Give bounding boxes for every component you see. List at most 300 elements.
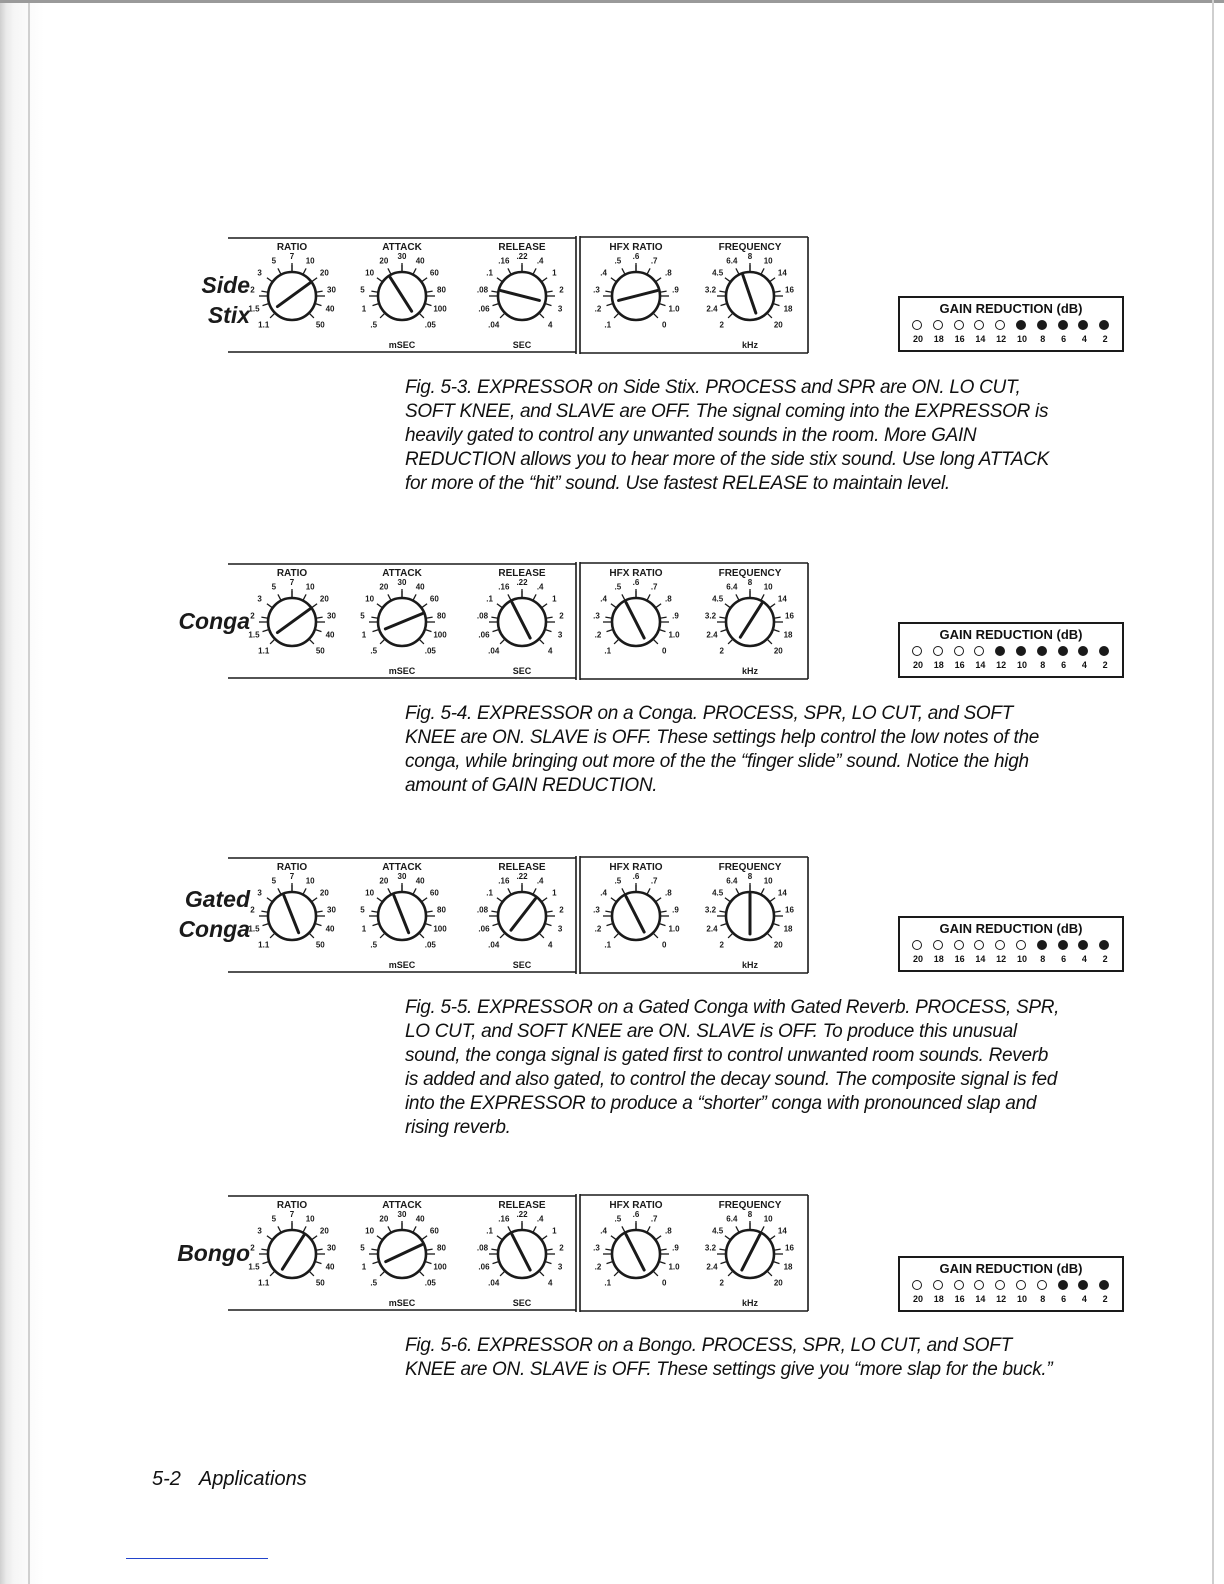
- knob-scale-label: 10: [305, 876, 315, 886]
- knob-tick: [542, 898, 547, 902]
- knob-unit-label: kHz: [741, 666, 759, 676]
- gain-reduction-led: [1078, 940, 1088, 950]
- knob-unit-label: SEC: [512, 960, 532, 970]
- gain-reduction-led: [1099, 646, 1109, 656]
- knob-tick: [422, 898, 427, 902]
- knob-tick: [312, 604, 317, 608]
- knob-tick: [508, 268, 511, 273]
- knob-tick: [310, 640, 314, 644]
- knob-scale-label: 6.4: [726, 582, 738, 592]
- knob-scale-label: .2: [594, 304, 602, 314]
- knob-unit-label: mSEC: [388, 340, 416, 350]
- gain-reduction-scale-label: 20: [912, 1294, 923, 1304]
- knob-tick: [611, 278, 616, 282]
- knob-scale-label: .1: [604, 320, 612, 330]
- knob-tick: [775, 911, 781, 912]
- knob-tick: [270, 640, 274, 644]
- knob-scale-label: 16: [785, 611, 794, 621]
- knob-scale-label: .4: [600, 594, 607, 604]
- page-number: 5-2: [152, 1468, 181, 1490]
- gain-reduction-led: [912, 646, 922, 656]
- knob-title: ATTACK: [382, 568, 422, 579]
- knob-tick: [656, 1236, 661, 1240]
- knob-scale-label: 10: [763, 256, 773, 266]
- knob-scale-label: .4: [536, 582, 544, 592]
- knob-scale-label: 100: [433, 924, 447, 934]
- knob-hfx-ratio: [593, 568, 680, 655]
- gain-reduction-led: [933, 646, 943, 656]
- knob-scale-label: 2: [250, 285, 255, 295]
- figure-caption: [405, 996, 1125, 1140]
- knob-tick: [497, 898, 502, 902]
- knob-scale-label: 1: [552, 888, 557, 898]
- knob-scale-label: 2: [250, 611, 255, 621]
- caption-line: conga, while bringing out more of the the “finger slide” sound. Notice the high: [405, 751, 1029, 772]
- knob-scale-label: .05: [424, 320, 436, 330]
- knob-tick: [768, 934, 772, 938]
- knob-scale-label: 3: [257, 594, 262, 604]
- knob-tick: [427, 1249, 433, 1250]
- knob-scale-label: .7: [650, 1214, 658, 1224]
- knob-scale-label: 1.1: [258, 1278, 270, 1288]
- gain-reduction-scale-label: 16: [954, 660, 965, 670]
- knob-scale-label: .1: [604, 1278, 612, 1288]
- knob-scale-label: 60: [429, 594, 439, 604]
- gain-reduction-scale-label: 18: [933, 1294, 944, 1304]
- knob-tick: [261, 291, 267, 292]
- knob-tick: [427, 291, 433, 292]
- gain-reduction-led: [995, 320, 1005, 330]
- knob-tick: [422, 1236, 427, 1240]
- knob-scale-label: 50: [315, 646, 325, 656]
- knob-tick: [508, 1226, 511, 1231]
- knob-tick: [261, 911, 267, 912]
- panel-drawing: [228, 856, 886, 974]
- knob-scale-label: 20: [319, 594, 329, 604]
- knob-scale-label: .5: [614, 1214, 622, 1224]
- knob-scale-label: 4: [548, 940, 553, 950]
- gain-reduction-meter: [898, 1256, 1124, 1312]
- knob-tick: [607, 924, 613, 926]
- knob-scale-label: 10: [305, 1214, 315, 1224]
- gain-reduction-scale-label: 16: [954, 1294, 965, 1304]
- gain-reduction-meter: [898, 622, 1124, 678]
- bottom-rule: [126, 1558, 268, 1559]
- knob-scale-label: .06: [478, 304, 490, 314]
- knob-tick: [774, 630, 780, 632]
- knob-scale-label: 2: [250, 1243, 255, 1253]
- knob-frequency: [705, 568, 795, 676]
- knob-tick: [316, 1262, 322, 1264]
- knob-scale-label: 10: [365, 1226, 375, 1236]
- knob-tick: [427, 911, 433, 912]
- knob-tick: [605, 1249, 611, 1250]
- gain-reduction-led: [933, 1280, 943, 1290]
- gain-reduction-led: [974, 646, 984, 656]
- gain-reduction-scale-label: 4: [1081, 954, 1087, 964]
- gain-reduction-led: [1099, 940, 1109, 950]
- knob-tick: [263, 924, 269, 926]
- knob-attack: [360, 1200, 447, 1308]
- knob-scale-label: .6: [632, 1210, 640, 1219]
- knob-scale-label: 1.1: [258, 940, 270, 950]
- knob-tick: [761, 888, 764, 893]
- knob-scale-label: 2: [559, 1243, 564, 1253]
- knob-tick: [422, 604, 427, 608]
- knob-tick: [719, 291, 725, 292]
- knob-tick: [736, 888, 739, 893]
- knob-scale-label: 8: [747, 1210, 753, 1219]
- gain-reduction-led: [1037, 1280, 1047, 1290]
- scan-top-edge: [0, 0, 1224, 3]
- page-footer: [152, 1468, 307, 1491]
- knob-scale-label: .6: [632, 578, 640, 587]
- knob-scale-label: .06: [478, 630, 490, 640]
- knob-scale-label: .9: [672, 905, 679, 915]
- knob-scale-label: .16: [498, 876, 510, 886]
- knob-tick: [546, 924, 552, 926]
- knob-tick: [380, 1272, 384, 1276]
- knob-tick: [316, 630, 322, 632]
- knob-scale-label: 1: [552, 1226, 557, 1236]
- knob-tick: [774, 924, 780, 926]
- knob-tick: [540, 1272, 544, 1276]
- knob-tick: [622, 268, 625, 273]
- knob-scale-label: .7: [650, 256, 658, 266]
- knob-tick: [656, 604, 661, 608]
- knob-scale-label: 80: [437, 905, 446, 915]
- knob-tick: [413, 594, 416, 599]
- knob-tick: [533, 888, 536, 893]
- knob-scale-label: 3.2: [704, 611, 717, 621]
- knob-scale-label: 3: [557, 630, 563, 640]
- knob-tick: [388, 268, 391, 273]
- caption-line: into the EXPRESSOR to produce a “shorter” conga with pronounced slap and: [405, 1093, 1037, 1114]
- gain-reduction-title: GAIN REDUCTION (dB): [939, 301, 1083, 316]
- knob-tick: [622, 594, 625, 599]
- knob-tick: [413, 888, 416, 893]
- knob-scale-label: 14: [777, 268, 787, 278]
- gain-reduction-led: [1058, 940, 1068, 950]
- knob-tick: [493, 1262, 499, 1264]
- knob-scale-label: 18: [783, 924, 793, 934]
- caption-line: Fig. 5-6. EXPRESSOR on a Bongo. PROCESS, SPR, LO CUT, and SOFT: [405, 1335, 1012, 1356]
- gain-reduction-led: [1016, 1280, 1026, 1290]
- knob-scale-label: .5: [370, 320, 378, 330]
- knob-scale-label: 6.4: [726, 876, 738, 886]
- knob-unit-label: SEC: [512, 666, 532, 676]
- knob-scale-label: .9: [672, 611, 679, 621]
- gain-reduction-scale-label: 20: [912, 660, 923, 670]
- knob-tick: [542, 1236, 547, 1240]
- knob-scale-label: .8: [665, 268, 672, 278]
- knob-scale-label: 8: [747, 252, 753, 261]
- gain-reduction-led: [912, 940, 922, 950]
- knob-frequency: [705, 242, 795, 350]
- knob-scale-label: 18: [783, 630, 793, 640]
- knob-tick: [654, 640, 658, 644]
- knob-tick: [761, 1226, 764, 1231]
- knob-scale-label: .04: [488, 320, 500, 330]
- knob-scale-label: 3.2: [704, 1243, 717, 1253]
- gain-reduction-led: [912, 320, 922, 330]
- gain-reduction-scale-label: 12: [996, 1294, 1007, 1304]
- knob-tick: [719, 911, 725, 912]
- knob-scale-label: 0: [662, 320, 667, 330]
- knob-tick: [661, 617, 667, 618]
- gain-reduction-scale-label: 18: [933, 334, 944, 344]
- knob-scale-label: .05: [424, 940, 436, 950]
- knob-scale-label: 1: [361, 924, 367, 934]
- gain-reduction-scale-label: 18: [933, 660, 944, 670]
- knob-tick: [660, 924, 666, 926]
- knob-tick: [388, 888, 391, 893]
- knob-hfx-ratio: [593, 862, 680, 949]
- gain-reduction-meter: [898, 916, 1124, 972]
- gain-reduction-scale-label: 14: [975, 334, 986, 344]
- knob-tick: [373, 304, 379, 306]
- knob-scale-label: 5: [271, 256, 277, 266]
- knob-scale-label: 20: [773, 1278, 783, 1288]
- knob-scale-label: 4.5: [712, 1226, 724, 1236]
- knob-tick: [614, 934, 618, 938]
- gain-reduction-scale: [908, 660, 1118, 672]
- gain-reduction-scale-label: 6: [1061, 1294, 1067, 1304]
- knob-scale-label: 8: [747, 872, 753, 881]
- gain-reduction-scale-label: 8: [1040, 1294, 1046, 1304]
- knob-tick: [775, 617, 781, 618]
- knob-tick: [605, 291, 611, 292]
- knob-scale-label: .04: [488, 646, 500, 656]
- figure-label-line: Conga: [178, 608, 250, 634]
- knob-scale-label: .1: [604, 646, 612, 656]
- knob-tick: [725, 278, 730, 282]
- knob-scale-label: 18: [783, 1262, 793, 1272]
- knob-scale-label: 5: [360, 905, 365, 915]
- knob-scale-label: .08: [476, 285, 489, 295]
- knob-tick: [312, 278, 317, 282]
- knob-tick: [719, 617, 725, 618]
- knob-scale-label: 10: [365, 594, 375, 604]
- gain-reduction-leds: [912, 940, 1112, 954]
- knob-scale-label: 50: [315, 320, 325, 330]
- knob-scale-label: 30: [397, 1210, 407, 1219]
- knob-scale-label: .22: [516, 578, 528, 587]
- knob-tick: [426, 924, 432, 926]
- knob-tick: [380, 934, 384, 938]
- figure-label-line: Side: [201, 272, 250, 298]
- knob-scale-label: 5: [271, 582, 277, 592]
- knob-scale-label: 30: [327, 905, 336, 915]
- knob-tick: [661, 911, 667, 912]
- knob-tick: [316, 304, 322, 306]
- knob-tick: [622, 888, 625, 893]
- knob-tick: [770, 604, 775, 608]
- knob-title: FREQUENCY: [718, 242, 782, 253]
- knob-scale-label: 3: [557, 924, 563, 934]
- knob-tick: [719, 1249, 725, 1250]
- knob-tick: [775, 291, 781, 292]
- caption-line: SOFT KNEE, and SLAVE are OFF. The signal coming into the EXPRESSOR is: [405, 401, 1049, 422]
- knob-tick: [661, 291, 667, 292]
- knob-tick: [770, 898, 775, 902]
- knob-scale-label: .22: [516, 252, 528, 261]
- knob-tick: [540, 640, 544, 644]
- knob-tick: [728, 1272, 732, 1276]
- knob-tick: [317, 291, 323, 292]
- knob-tick: [373, 924, 379, 926]
- caption-line: LO CUT, and SOFT KNEE are ON. SLAVE is OFF. To produce this unusual: [405, 1021, 1017, 1042]
- knob-tick: [497, 604, 502, 608]
- knob-scale-label: 40: [325, 304, 335, 314]
- knob-tick: [736, 1226, 739, 1231]
- knob-scale-label: 16: [785, 905, 794, 915]
- gain-reduction-led: [954, 320, 964, 330]
- knob-ratio: [248, 568, 336, 655]
- gain-reduction-scale-label: 12: [996, 660, 1007, 670]
- knob-scale-label: 1: [552, 594, 557, 604]
- knob-attack: [360, 862, 447, 970]
- knob-scale-label: 80: [437, 285, 446, 295]
- knob-scale-label: 2.4: [706, 1262, 718, 1272]
- knob-scale-label: .16: [498, 256, 510, 266]
- knob-scale-label: .7: [650, 582, 658, 592]
- gain-reduction-scale-label: 2: [1102, 334, 1108, 344]
- expressor-panel: [228, 236, 886, 354]
- knob-scale-label: 14: [777, 1226, 787, 1236]
- gain-reduction-led: [933, 320, 943, 330]
- knob-unit-label: kHz: [741, 340, 759, 350]
- knob-scale-label: 3.2: [704, 905, 717, 915]
- knob-scale-label: 8: [747, 578, 753, 587]
- knob-tick: [770, 278, 775, 282]
- knob-tick: [721, 630, 727, 632]
- knob-scale-label: .1: [486, 268, 493, 278]
- knob-scale-label: .2: [594, 1262, 602, 1272]
- knob-scale-label: 2: [719, 940, 724, 950]
- knob-scale-label: 30: [397, 252, 407, 261]
- knob-tick: [377, 1236, 382, 1240]
- gain-reduction-led: [1016, 940, 1026, 950]
- knob-scale-label: 100: [433, 1262, 447, 1272]
- gain-reduction-scale-label: 8: [1040, 660, 1046, 670]
- knob-scale-label: 5: [360, 1243, 365, 1253]
- knob-tick: [317, 911, 323, 912]
- knob-scale-label: 1: [361, 1262, 367, 1272]
- knob-tick: [728, 640, 732, 644]
- gain-reduction-led: [995, 1280, 1005, 1290]
- section-name: Applications: [198, 1468, 307, 1490]
- knob-scale-label: .4: [600, 268, 607, 278]
- gain-reduction-led: [1078, 646, 1088, 656]
- gain-reduction-scale-label: 18: [933, 954, 944, 964]
- gain-reduction-scale: [908, 954, 1118, 966]
- knob-tick: [491, 617, 497, 618]
- knob-tick: [607, 630, 613, 632]
- knob-title: RATIO: [276, 1200, 308, 1211]
- figure-label-line: Conga: [178, 916, 250, 942]
- knob-scale-label: .1: [604, 940, 612, 950]
- knob-tick: [493, 924, 499, 926]
- knob-title: RATIO: [276, 568, 308, 579]
- gain-reduction-scale-label: 14: [975, 1294, 986, 1304]
- knob-title: HFX RATIO: [609, 862, 663, 873]
- gain-reduction-scale-label: 16: [954, 954, 965, 964]
- knob-tick: [660, 1262, 666, 1264]
- knob-scale-label: 10: [763, 1214, 773, 1224]
- gain-reduction-led: [1037, 320, 1047, 330]
- knob-tick: [426, 304, 432, 306]
- knob-unit-label: mSEC: [388, 666, 416, 676]
- knob-tick: [303, 888, 306, 893]
- gain-reduction-scale-label: 10: [1016, 954, 1027, 964]
- gain-reduction-scale-label: 8: [1040, 954, 1046, 964]
- knob-scale-label: .1: [486, 594, 493, 604]
- knob-tick: [270, 1272, 274, 1276]
- knob-tick: [500, 314, 504, 318]
- knob-scale-label: 2: [559, 905, 564, 915]
- knob-scale-label: 3: [257, 268, 262, 278]
- knob-scale-label: 10: [763, 876, 773, 886]
- knob-tick: [270, 934, 274, 938]
- knob-scale-label: 40: [415, 1214, 425, 1224]
- knob-tick: [654, 1272, 658, 1276]
- knob-scale-label: 30: [327, 1243, 336, 1253]
- caption-line: sound, the conga signal is gated first to control unwanted room sounds. Reverb: [405, 1045, 1049, 1066]
- knob-tick: [497, 278, 502, 282]
- knob-tick: [373, 1262, 379, 1264]
- knob-scale-label: .16: [498, 1214, 510, 1224]
- knob-tick: [721, 1262, 727, 1264]
- gain-reduction-led: [1078, 320, 1088, 330]
- knob-tick: [622, 1226, 625, 1231]
- knob-scale-label: 5: [271, 876, 277, 886]
- knob-scale-label: 1.5: [248, 1262, 260, 1272]
- knob-tick: [500, 934, 504, 938]
- panel-drawing: [228, 1194, 886, 1312]
- knob-scale-label: 40: [415, 256, 425, 266]
- expressor-panel: [228, 1194, 886, 1312]
- knob-scale-label: 10: [305, 256, 315, 266]
- knob-scale-label: 2: [719, 320, 724, 330]
- knob-scale-label: 20: [319, 1226, 329, 1236]
- knob-scale-label: 2.4: [706, 304, 718, 314]
- knob-scale-label: .9: [672, 285, 679, 295]
- knob-scale-label: .06: [478, 1262, 490, 1272]
- knob-tick: [371, 617, 377, 618]
- knob-scale-label: .6: [632, 252, 640, 261]
- knob-tick: [540, 314, 544, 318]
- knob-tick: [542, 604, 547, 608]
- gain-reduction-scale-label: 4: [1081, 334, 1087, 344]
- knob-tick: [611, 898, 616, 902]
- knob-tick: [493, 630, 499, 632]
- knob-tick: [267, 278, 272, 282]
- knob-tick: [611, 604, 616, 608]
- knob-unit-label: SEC: [512, 1298, 532, 1308]
- gain-reduction-led: [1016, 646, 1026, 656]
- knob-scale-label: 1.1: [258, 646, 270, 656]
- figure-gated-conga: [150, 856, 1130, 980]
- knob-title: RELEASE: [498, 568, 546, 579]
- knob-tick: [614, 314, 618, 318]
- knob-tick: [605, 617, 611, 618]
- knob-scale-label: 5: [360, 611, 365, 621]
- knob-title: RATIO: [276, 862, 308, 873]
- knob-tick: [533, 1226, 536, 1231]
- knob-scale-label: 20: [379, 876, 389, 886]
- knob-tick: [547, 291, 553, 292]
